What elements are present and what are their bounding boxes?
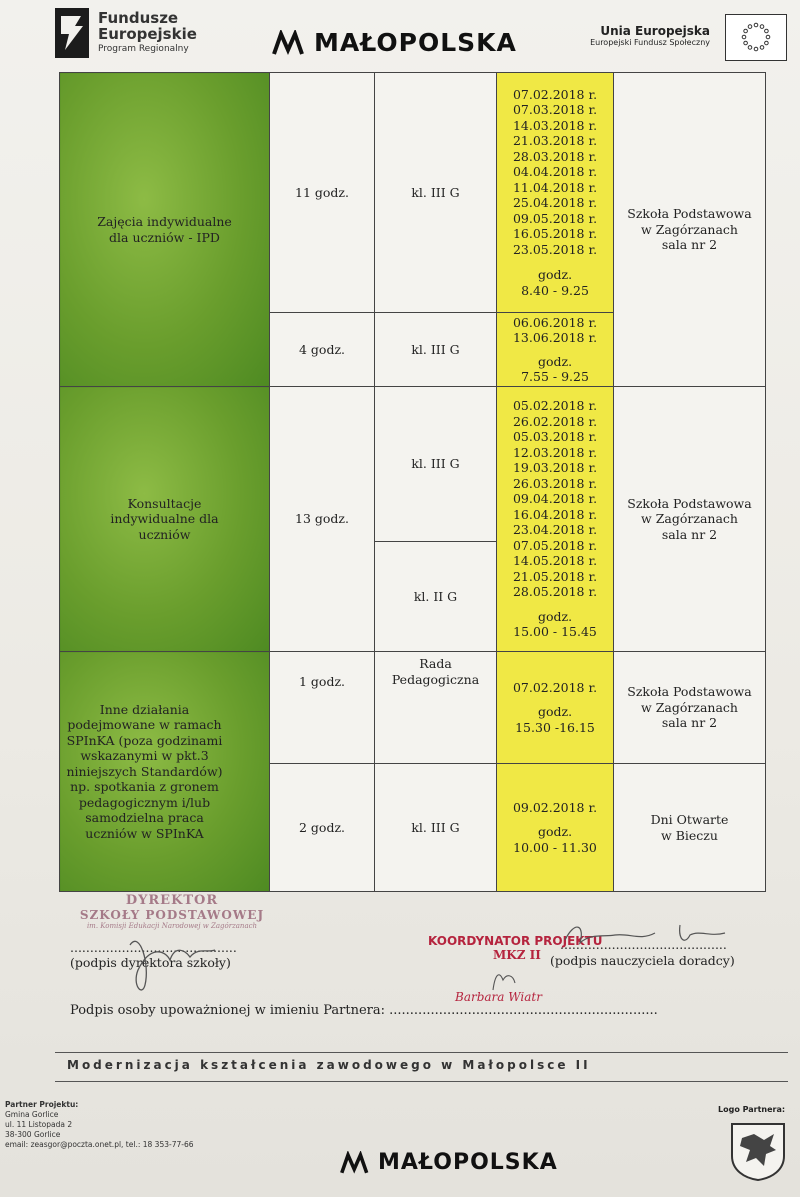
malopolska-footer-text: MAŁOPOLSKA <box>378 1150 558 1175</box>
partner-title: Partner Projektu: <box>5 1100 79 1109</box>
coordinator-stamp-mkz: MKZ II <box>493 948 541 962</box>
eu-flag-icon <box>725 14 787 61</box>
partner-line: email: zeasgor@poczta.onet.pl, tel.: 18 353-77-66 <box>5 1140 194 1149</box>
place-cell <box>614 73 766 387</box>
class-cell: kl. III G <box>375 73 497 313</box>
fundusze-europejskie-logo <box>55 8 89 58</box>
malopolska-logo <box>272 28 517 57</box>
fe-line2: Europejskie <box>98 25 197 43</box>
stamp-line: im. Komisji Edukacji Narodowej w Zagórzanach <box>86 922 258 930</box>
eu-logo-text <box>580 24 710 47</box>
date: 16.04.2018 r. <box>512 506 598 522</box>
date: 09.04.2018 r. <box>512 491 598 507</box>
class-cell: kl. II G <box>375 542 497 652</box>
date: 26.03.2018 r. <box>512 475 598 491</box>
fe-line1: Fundusze <box>98 9 179 27</box>
place-line: w Zagórzanach <box>641 511 738 527</box>
date: 09.05.2018 r. <box>512 210 598 226</box>
date: 14.05.2018 r. <box>512 553 598 569</box>
place-line: w Bieczu <box>661 827 718 843</box>
coordinator-stamp: KOORDYNATOR PROJEKTU <box>428 934 603 948</box>
date: 19.03.2018 r. <box>512 460 598 476</box>
time-label: godz. <box>537 704 573 720</box>
date: 13.06.2018 r. <box>512 330 598 345</box>
class-line: Rada <box>419 656 452 671</box>
place-cell <box>614 764 766 892</box>
advisor-caption: (podpis nauczyciela doradcy) <box>550 953 735 968</box>
time-label: godz. <box>537 608 573 624</box>
fe-line3: Program Regionalny <box>98 44 189 54</box>
hours-cell: 11 godz. <box>270 73 375 313</box>
date: 11.04.2018 r. <box>512 179 598 195</box>
director-signature-scribble <box>120 925 230 1000</box>
director-signature-line: .......................................... <box>70 940 237 955</box>
place-cell <box>614 652 766 764</box>
class-cell: kl. III G <box>375 313 497 387</box>
header <box>0 0 800 70</box>
activity-text: Zajęcia indywidualne dla uczniów - IPD <box>97 214 232 245</box>
activity-text: Inne działania podejmowane w ramach SPInKA (poza godzinami wskazanymi w pkt.3 niniejszych Standardów) np. spotkania z gronem pedagogicznym i/lub samodzielna praca uczniów w SPInKA <box>66 701 223 841</box>
activity-cell <box>60 387 270 652</box>
date: 07.02.2018 r. <box>512 679 598 695</box>
place-line: Szkoła Podstawowa <box>627 206 752 222</box>
logo-partner-label: Logo Partnera: <box>718 1105 786 1114</box>
malopolska-text: MAŁOPOLSKA <box>314 28 517 57</box>
date: 23.05.2018 r. <box>512 241 598 257</box>
class-cell: kl. III G <box>375 764 497 892</box>
time-range: 8.40 - 9.25 <box>521 282 589 298</box>
class-cell: kl. III G <box>375 387 497 542</box>
hours-cell: 1 godz. <box>270 652 375 764</box>
place-line: sala nr 2 <box>661 526 718 542</box>
partner-line: 38-300 Gorlice <box>5 1130 61 1139</box>
partner-line: Gmina Gorlice <box>5 1110 59 1119</box>
malopolska-mark-icon <box>340 1151 372 1175</box>
fe-logo-text <box>98 10 197 56</box>
place-line: sala nr 2 <box>661 237 718 253</box>
date: 07.05.2018 r. <box>512 537 598 553</box>
date: 05.02.2018 r. <box>512 398 598 414</box>
date: 21.03.2018 r. <box>512 133 598 149</box>
partner-signature-line: Podpis osoby upoważnionej w imieniu Partnera: ................................................................. <box>70 1003 658 1018</box>
table-row <box>60 652 766 764</box>
time-label: godz. <box>537 353 573 369</box>
date: 07.03.2018 r. <box>512 102 598 118</box>
table-row <box>60 387 766 542</box>
place-line: w Zagórzanach <box>641 221 738 237</box>
dates-cell <box>497 73 614 313</box>
dates-cell <box>497 652 614 764</box>
dates-cell <box>497 313 614 387</box>
footer-bar <box>55 1052 788 1082</box>
eu-line1: Unia Europejska <box>600 24 710 38</box>
director-caption: (podpis dyrektora szkoły) <box>70 955 231 970</box>
class-line: Pedagogiczna <box>391 671 480 687</box>
coordinator-name: Barbara Wiatr <box>455 990 542 1004</box>
date: 06.06.2018 r. <box>512 314 598 330</box>
activity-cell <box>60 73 270 387</box>
time-range: 15.00 - 15.45 <box>513 624 597 640</box>
place-line: Dni Otwarte <box>650 812 729 827</box>
date: 23.04.2018 r. <box>512 522 598 538</box>
hours-cell: 4 godz. <box>270 313 375 387</box>
eu-line2: Europejski Fundusz Społeczny <box>590 38 710 47</box>
date: 16.05.2018 r. <box>512 226 598 242</box>
place-line: Szkoła Podstawowa <box>627 684 752 700</box>
table-row <box>60 73 766 313</box>
malopolska-mark-icon <box>272 30 308 56</box>
place-line: w Zagórzanach <box>641 699 738 715</box>
stamp-line: SZKOŁY PODSTAWOWEJ <box>79 908 265 922</box>
time-label: godz. <box>537 267 573 283</box>
signature-section <box>0 890 800 1040</box>
activity-text: Konsultacje indywidualne dla uczniów <box>110 495 219 542</box>
stamp-line: DYREKTOR <box>125 893 219 908</box>
class-cell <box>375 652 497 764</box>
date: 26.02.2018 r. <box>512 413 598 429</box>
schedule-table <box>59 72 766 892</box>
footer-bar-text: Modernizacja kształcenia zawodowego w Małopolsce II <box>67 1058 591 1072</box>
place-line: Szkoła Podstawowa <box>627 495 752 511</box>
partner-info <box>5 1100 193 1150</box>
hours-cell: 2 godz. <box>270 764 375 892</box>
date: 21.05.2018 r. <box>512 568 598 584</box>
place-line: sala nr 2 <box>661 715 718 731</box>
date: 07.02.2018 r. <box>512 86 598 102</box>
date: 04.04.2018 r. <box>512 164 598 180</box>
dates-cell <box>497 387 614 652</box>
date: 05.03.2018 r. <box>512 429 598 445</box>
date: 28.05.2018 r. <box>512 584 598 600</box>
date: 09.02.2018 r. <box>512 799 598 815</box>
dates-cell <box>497 764 614 892</box>
time-range: 7.55 - 9.25 <box>521 369 589 384</box>
time-range: 15.30 -16.15 <box>515 719 595 735</box>
malopolska-footer-logo <box>340 1150 558 1175</box>
advisor-signature-line: .......................................... <box>560 937 727 952</box>
date: 12.03.2018 r. <box>512 444 598 460</box>
date: 14.03.2018 r. <box>512 117 598 133</box>
partner-crest-icon <box>728 1120 788 1182</box>
partner-line: ul. 11 Listopada 2 <box>5 1120 73 1129</box>
advisor-signature-scribble <box>560 915 740 955</box>
activity-cell <box>60 652 270 892</box>
time-range: 10.00 - 11.30 <box>513 839 597 855</box>
place-cell <box>614 387 766 652</box>
hours-cell: 13 godz. <box>270 387 375 652</box>
date: 25.04.2018 r. <box>512 195 598 211</box>
date: 28.03.2018 r. <box>512 148 598 164</box>
time-label: godz. <box>537 824 573 840</box>
